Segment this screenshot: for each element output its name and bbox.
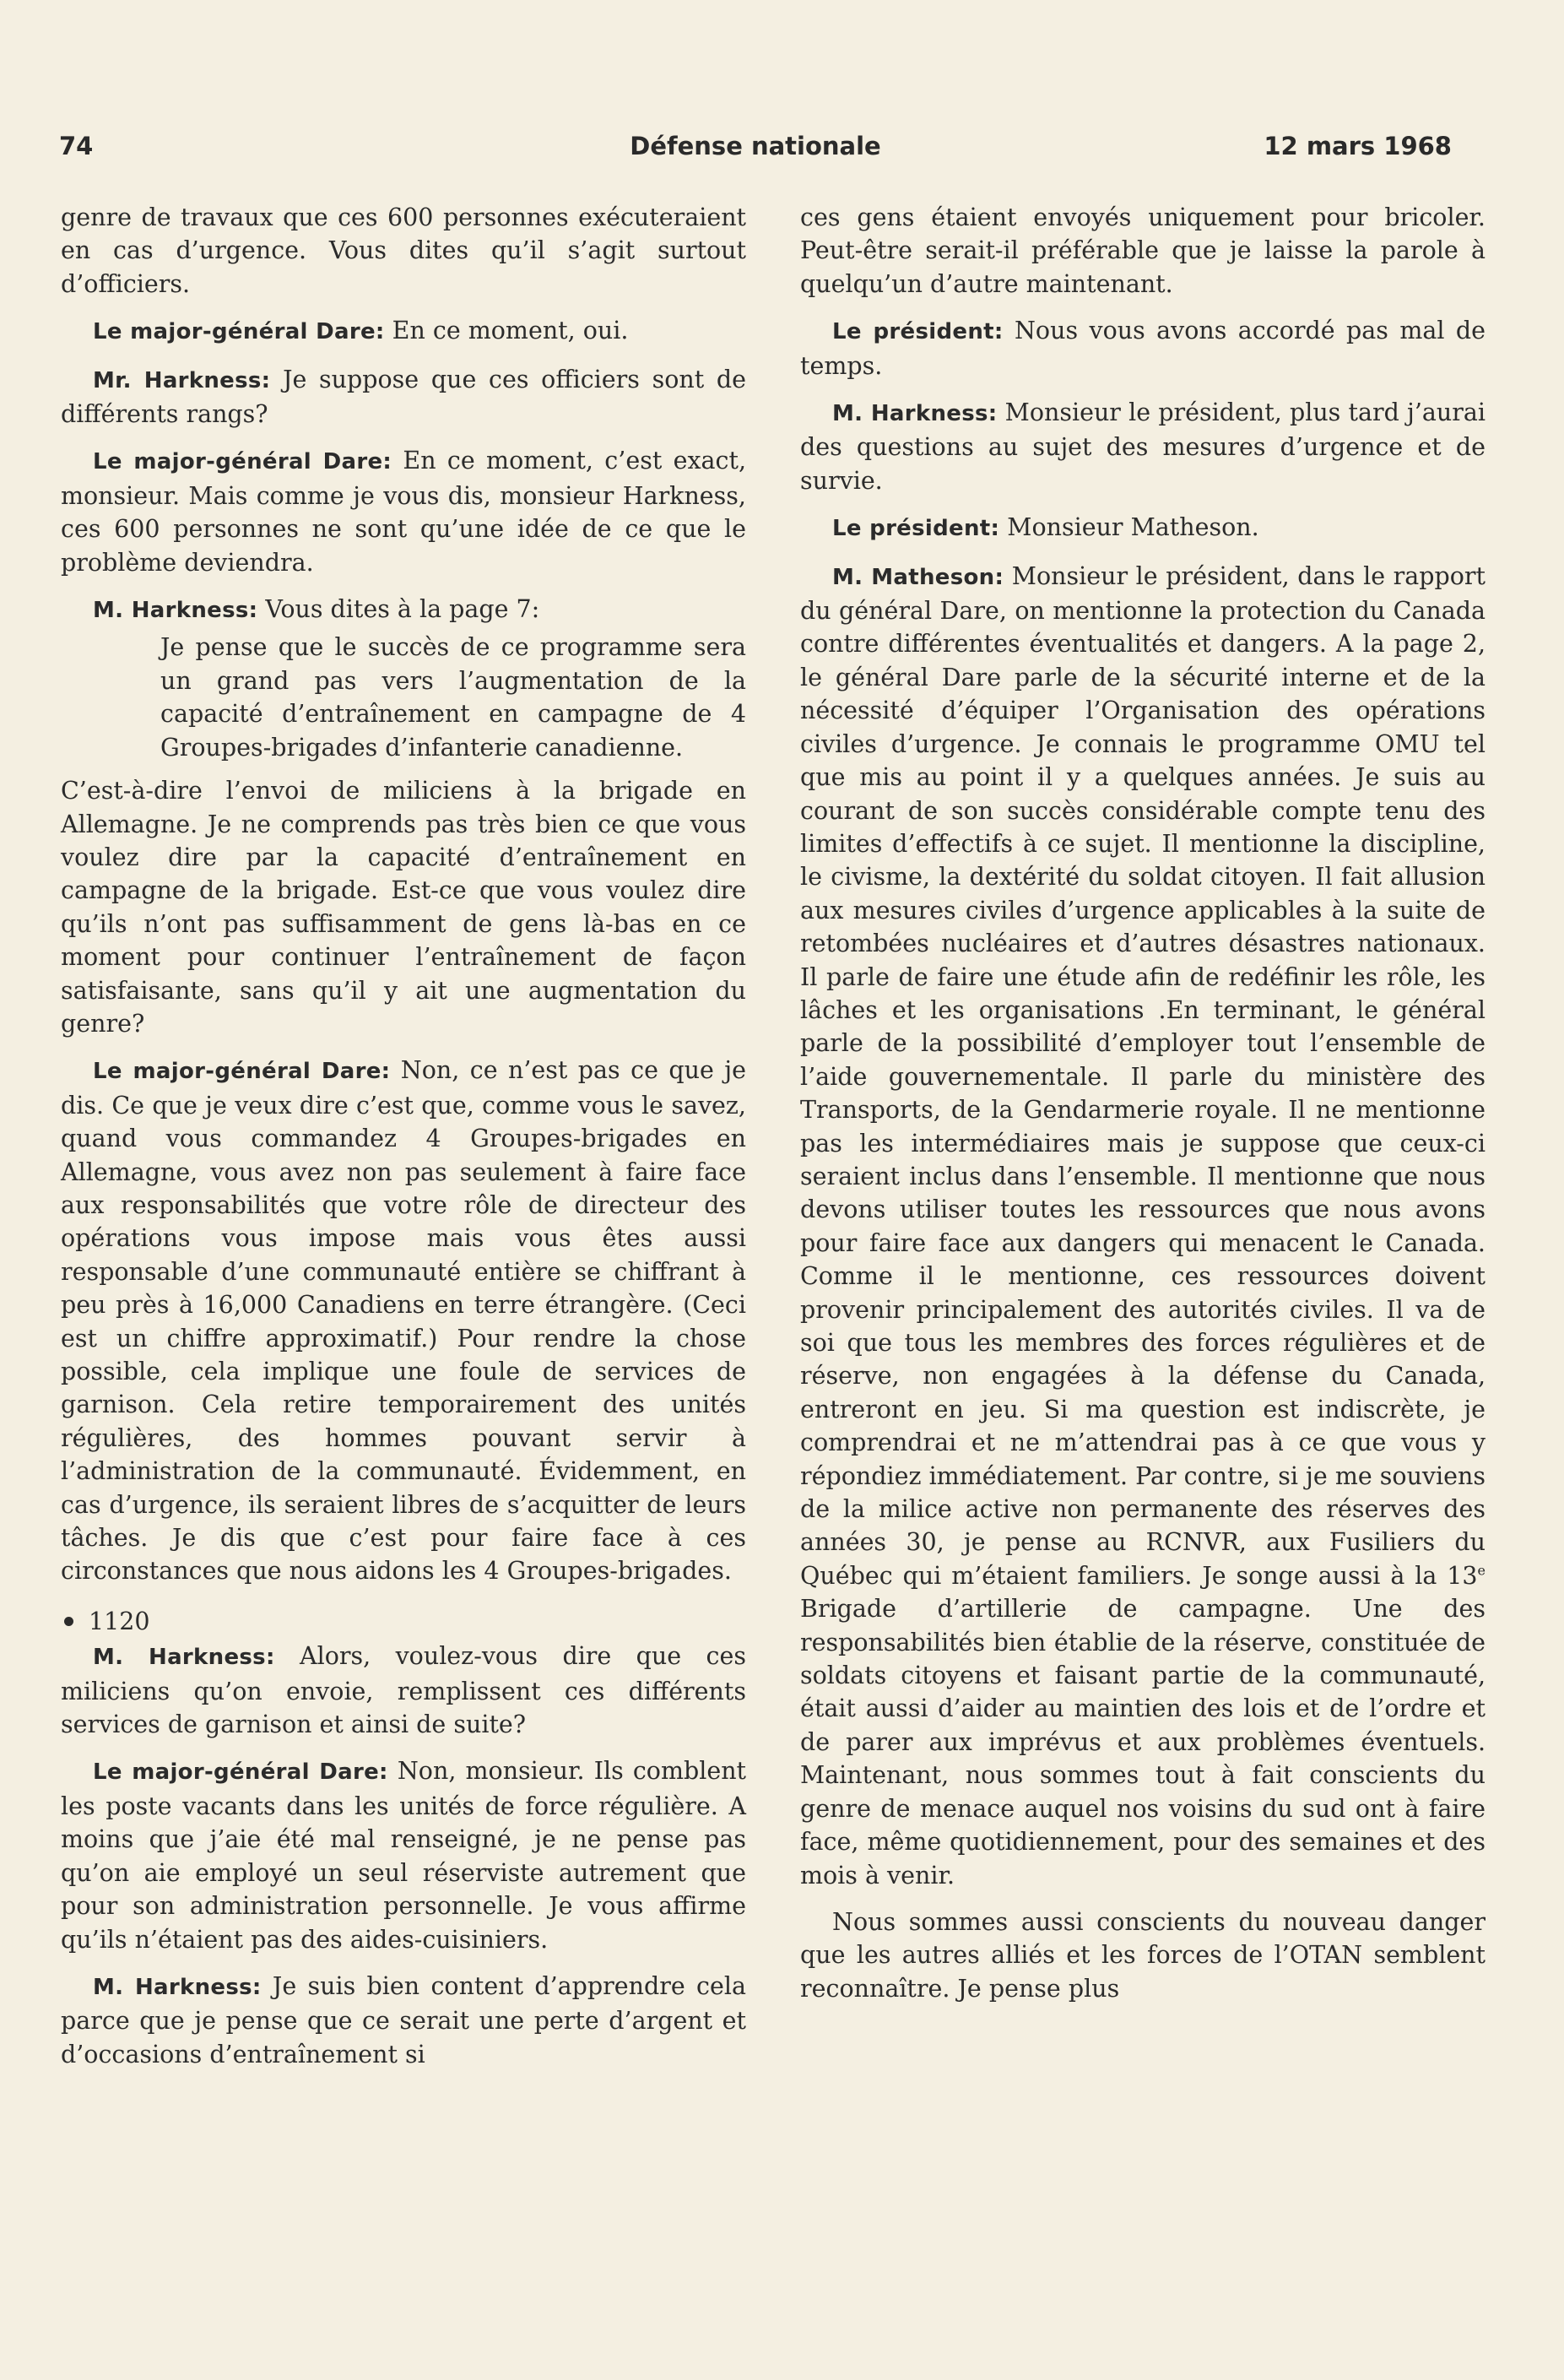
paragraph xyxy=(61,1054,746,1588)
speech-text: Brigade d’artillerie de campagne. Une des responsabilités bien établie de la réserve, constituée de soldats citoyens et faisant partie de la communauté, était aussi d’aider au maintien des lois et de l’ordre et de parer aux imprévus et aux problèmes éventuels. Maintenant, nous sommes tout à fait conscients du genre de menace auquel nos voisins du sud ont à faire face, même quotidiennement, pour des semaines et des mois à venir. xyxy=(800,1595,1486,1889)
page-title: Défense nationale xyxy=(630,132,881,160)
paragraph xyxy=(61,314,746,349)
paragraph xyxy=(800,560,1486,1892)
speaker-name: M. Harkness: xyxy=(93,598,258,624)
speech-text: Je suis bien content d’apprendre cela parce que je pense que ce serait une perte d’argent et d’occasions d’entraînement si xyxy=(61,1971,746,2068)
paragraph xyxy=(61,1970,746,2071)
paragraph xyxy=(800,314,1486,382)
speaker-name: Le major-général Dare: xyxy=(93,319,385,345)
speaker-name: M. Harkness: xyxy=(832,401,998,427)
speaker-name: Le major-général Dare: xyxy=(93,449,392,475)
paragraph: ces gens étaient envoyés uniquement pour bricoler. Peut-être serait-il préférable que je laisse la parole à quelqu’un d’autre maintenant. xyxy=(800,203,1486,298)
time-marker-label: 1120 xyxy=(89,1607,150,1635)
paragraph xyxy=(61,363,746,431)
speech-text: Monsieur le président, dans le rapport du général Dare, on mentionne la protection du Canada contre différentes éventualités et dangers. A la page 2, le général Dare parle de la sécurité interne et de la nécessité d’équiper l’Organisation des opérations civiles d’urgence. Je connais le programme OMU tel que mis au point il y a quelques années. Je suis au courant de son succès considérable compte tenu des limites d’effectifs à ce sujet. Il mentionne la discipline, le civisme, la dextérité du soldat citoyen. Il fait allusion aux mesures civiles d’urgence applicables à la suite de retombées nucléaires et d’autres désastres nationaux. Il parle de faire une étude afin de redéfinir les rôle, les lâches et les organisations .En terminant, le général parle de la possibilité d’employer tout l’ensemble de l’aide gouvernementale. Il parle du ministère des Transports, de la Gendarmerie royale. Il ne mentionne pas les intermédiaires mais je suppose que ceux-ci seraient inclus dans l’ensemble. Il mentionne que nous devons utiliser toutes les ressources que nous avons pour faire face aux dangers qui menacent le Canada. Comme il le mentionne, ces ressources doivent provenir principalement des autorités civiles. Il va de soi que tous les membres des forces régulières et de réserve, non engagées à la défense du Canada, entreront en jeu. Si ma question est indiscrète, je comprendrai et ne m’attendrai pas à ce que vous y répondiez immédiatement. Par contre, si je me souviens de la milice active non permanente des réserves des années 30, je pense au RCNVR, aux Fusiliers du Québec qui m’étaient familiers. Je songe aussi à la 13 xyxy=(800,561,1486,1590)
block-quote: Je pense que le succès de ce programme sera un grand pas vers l’augmentation de la capacité d’entraînement en campagne de 4 Groupes-brigades d’infanterie canadienne. xyxy=(160,633,746,762)
right-column xyxy=(800,201,1486,2019)
speaker-name: Le président: xyxy=(832,319,1004,345)
speaker-name: Le major-général Dare: xyxy=(93,1059,391,1085)
paragraph xyxy=(800,511,1486,545)
paragraph xyxy=(61,1754,746,1955)
speech-text: En ce moment, oui. xyxy=(384,317,629,345)
page-date: 12 mars 1968 xyxy=(1264,132,1452,160)
speaker-name: Le président: xyxy=(832,516,1000,542)
bullet-icon xyxy=(64,1617,73,1626)
paragraph: C’est-à-dire l’envoi de miliciens à la brigade en Allemagne. Je ne comprends pas très bien ce que vous voulez dire par la capacité d’entraînement en campagne de la brigade. Est-ce que vous voulez dire qu’ils n’ont pas suffisamment de gens là-bas en ce moment pour continuer l’entraînement de façon satisfaisante, sans qu’il y ait une augmentation du genre? xyxy=(61,777,746,1038)
left-column xyxy=(61,201,746,2085)
paragraph xyxy=(61,1640,746,1741)
time-marker xyxy=(61,1605,746,1638)
speech-text: Non, ce n’est pas ce que je dis. Ce que je veux dire c’est que, comme vous le savez, quand vous commandez 4 Groupes-brigades en Allemagne, vous avez non pas seulement à faire face aux responsabilités que votre rôle de directeur des opérations vous impose mais vous êtes aussi responsable d’une communauté entière se chiffrant à peu près à 16,000 Canadiens en terre étrangère. (Ceci est un chiffre approximatif.) Pour rendre la chose possible, cela implique une foule de services de garnison. Cela retire temporairement des unités régulières, des hommes pouvant servir à l’administration de la communauté. Évidemment, en cas d’urgence, ils seraient libres de s’acquitter de leurs tâches. Je dis que c’est pour faire face à ces circonstances que nous aidons les 4 Groupes-brigades. xyxy=(61,1056,746,1586)
superscript: e xyxy=(1477,1562,1486,1579)
paragraph xyxy=(800,396,1486,497)
speaker-name: Le major-général Dare: xyxy=(93,1759,388,1786)
paragraph xyxy=(61,444,746,579)
page-number: 74 xyxy=(59,132,94,160)
paragraph: Nous sommes aussi conscients du nouveau danger que les autres alliés et les forces de l’OTAN semblent reconnaître. Je pense plus xyxy=(800,1907,1486,2003)
speech-text: Je suppose que ces officiers sont de différents rangs? xyxy=(61,365,746,429)
speech-text: Alors, voulez-vous dire que ces miliciens qu’on envoie, remplissent ces différents services de garnison et ainsi de suite? xyxy=(61,1642,746,1739)
speaker-name: M. Matheson: xyxy=(832,564,1004,590)
speech-text: Monsieur Matheson. xyxy=(999,513,1259,542)
speech-text: Nous vous avons accordé pas mal de temps. xyxy=(800,317,1486,380)
speaker-name: M. Harkness: xyxy=(93,1645,275,1671)
paragraph: genre de travaux que ces 600 personnes exécuteraient en cas d’urgence. Vous dites qu’il s’agit surtout d’officiers. xyxy=(61,203,746,298)
paragraph xyxy=(61,593,746,627)
speaker-name: M. Harkness: xyxy=(93,1974,262,2000)
speech-text: Non, monsieur. Ils comblent les poste vacants dans les unités de force régulière. A moins que j’aie été mal renseigné, je ne pense pas qu’on aie employé un seul réserviste autrement que pour son administration personnelle. Je vous affirme qu’ils n’étaient pas des aides-cuisiniers. xyxy=(61,1757,747,1954)
speech-text: Monsieur le président, plus tard j’aurai des questions au sujet des mesures d’urgence et de survie. xyxy=(800,398,1486,495)
running-header xyxy=(59,132,1452,165)
speaker-name: Mr. Harkness: xyxy=(93,367,271,393)
speech-text: Vous dites à la page 7: xyxy=(257,595,540,624)
speech-text: En ce moment, c’est exact, monsieur. Mais comme je vous dis, monsieur Harkness, ces 600 personnes ne sont qu’une idée de ce que le problème deviendra. xyxy=(61,447,747,577)
